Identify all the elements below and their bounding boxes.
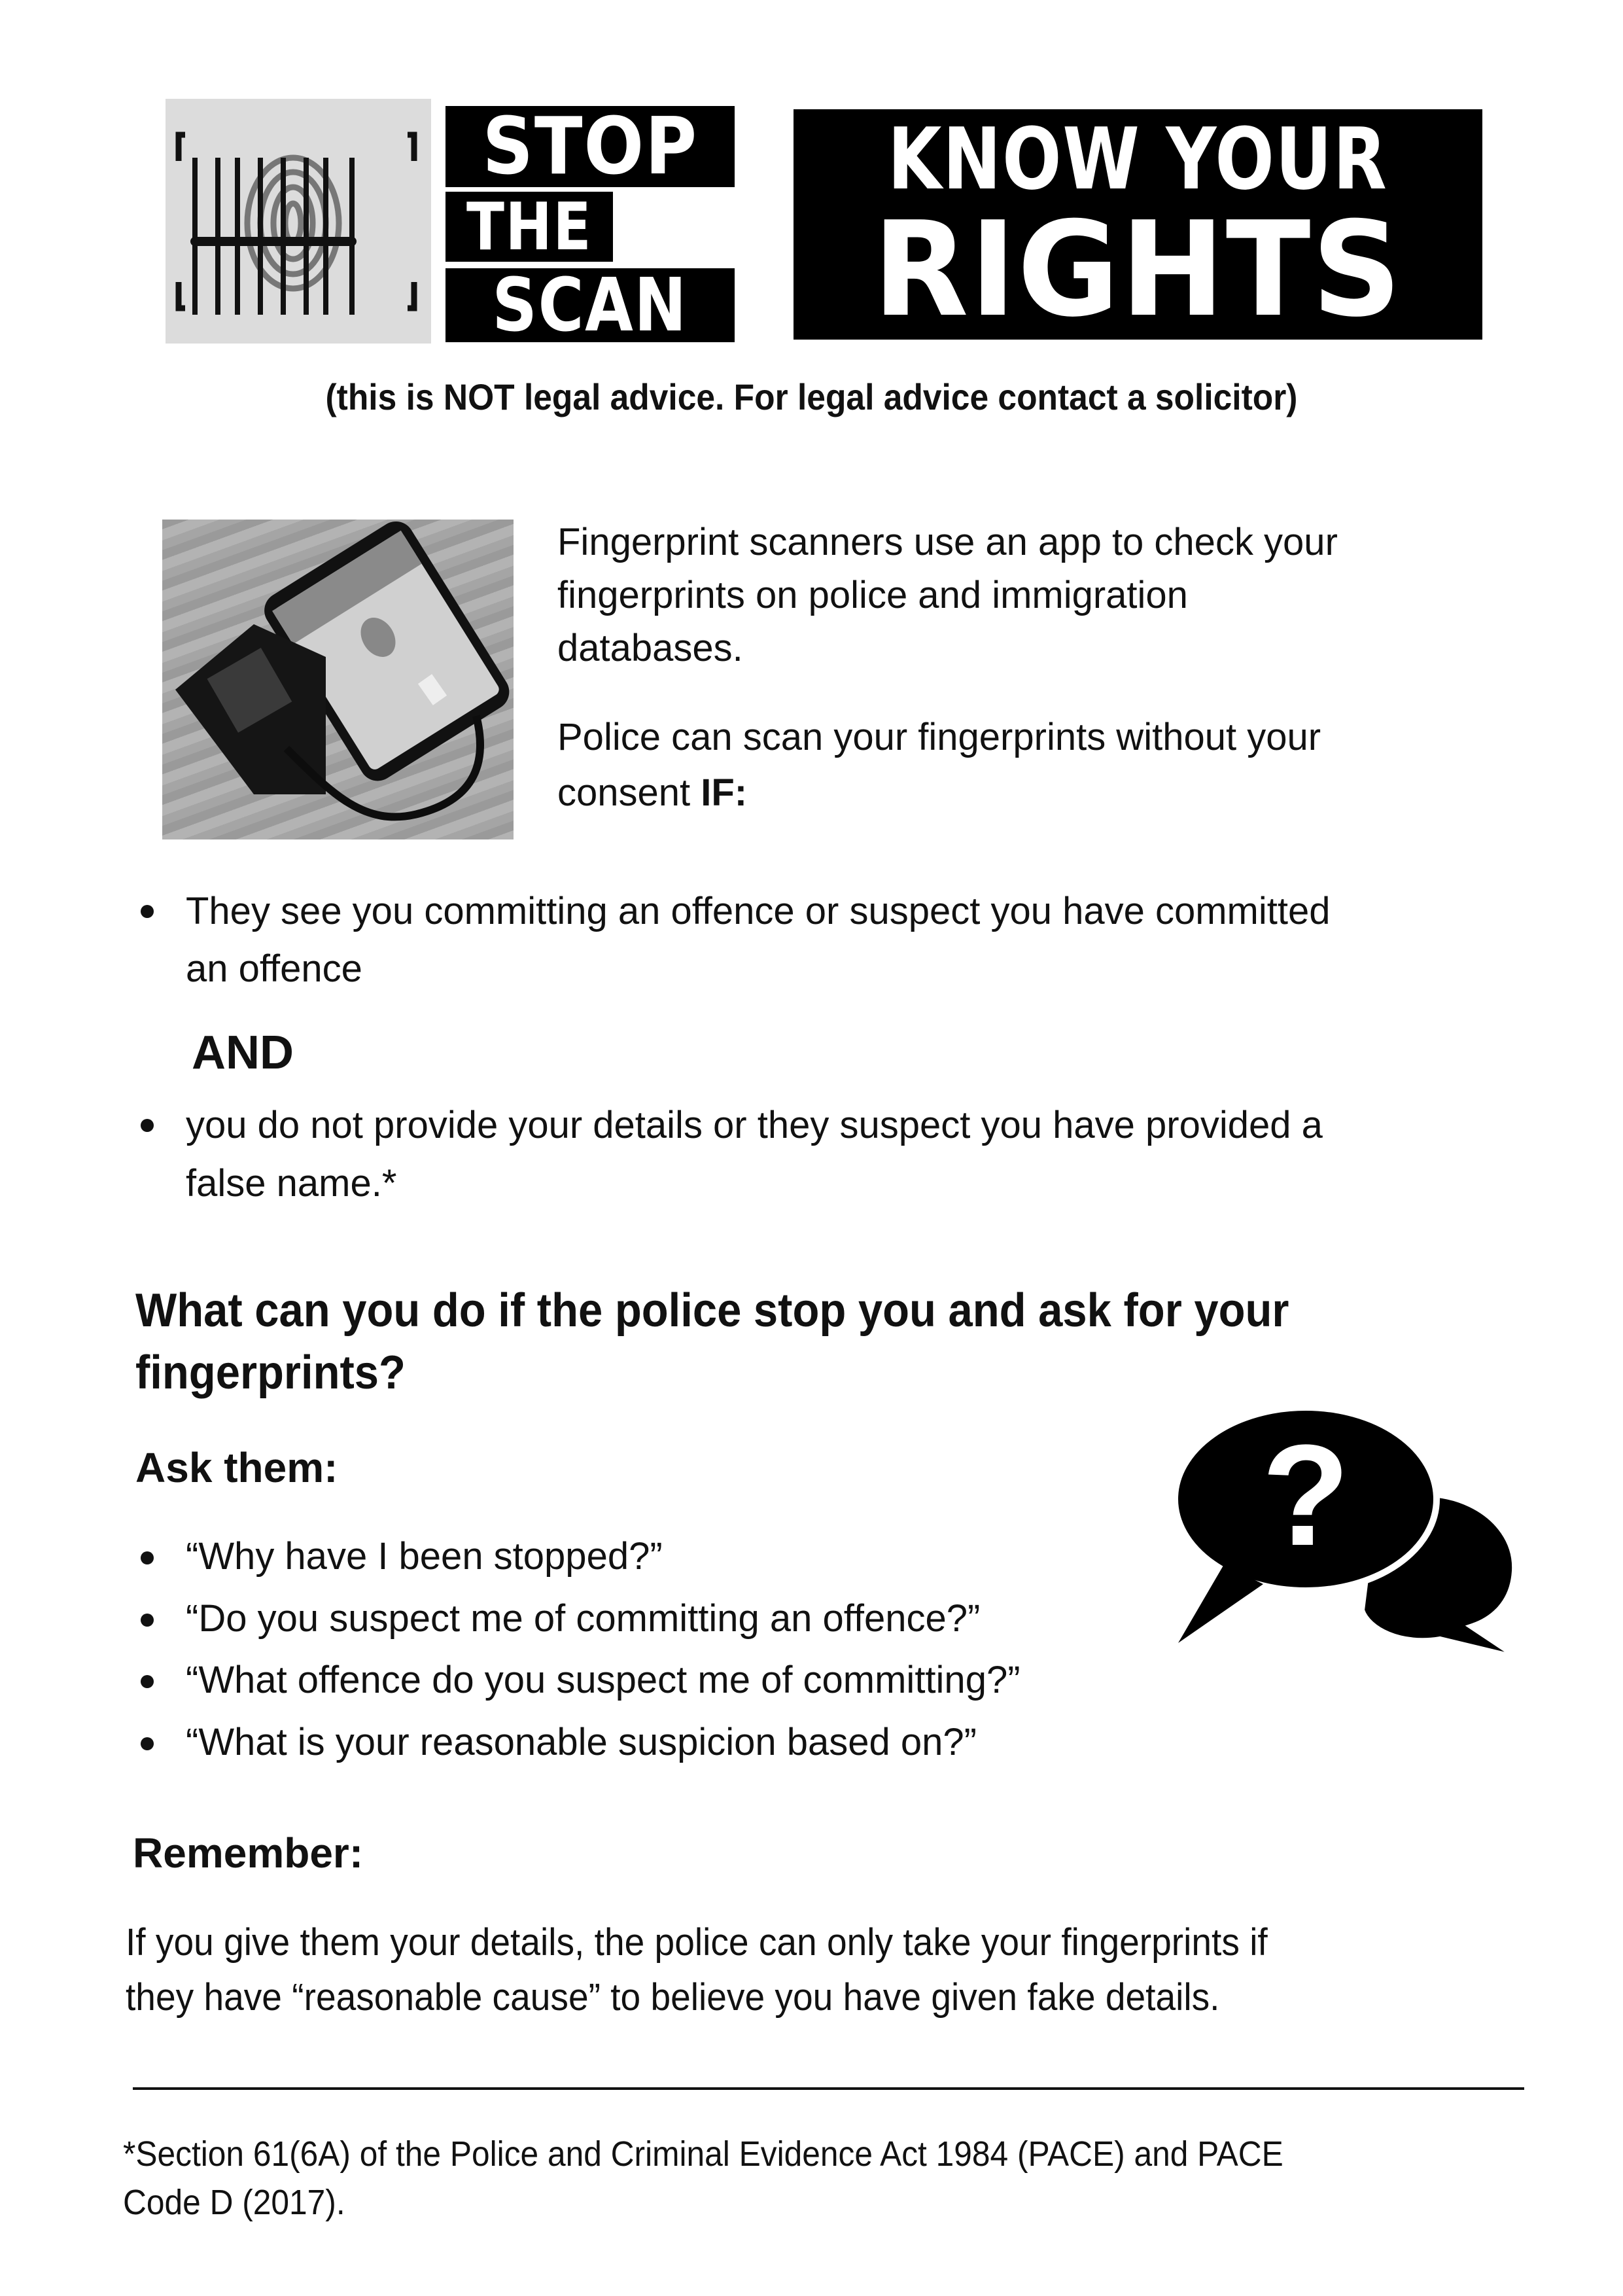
fingerprint-barcode-icon	[166, 99, 431, 344]
speech-bubbles-question-icon	[1165, 1394, 1527, 1667]
question-item: “Do you suspect me of committing an offence?”	[186, 1597, 981, 1640]
condition-1-line: They see you committing an offence or suspect you have committed	[186, 890, 1331, 932]
bullet-icon	[141, 1737, 154, 1750]
and-label: AND	[192, 1027, 294, 1079]
remember-label: Remember:	[133, 1829, 364, 1877]
logo-the: THE	[445, 192, 613, 262]
intro-p1-line: Fingerprint scanners use an app to check your	[557, 521, 1338, 563]
question-item: “What offence do you suspect me of committing?”	[186, 1659, 1021, 1701]
question-item: “What is your reasonable suspicion based on?”	[186, 1721, 977, 1763]
intro-p2-line: Police can scan your fingerprints without your	[557, 716, 1321, 758]
if-emphasis: IF:	[701, 771, 748, 814]
intro-p1-line: fingerprints on police and immigration	[557, 574, 1188, 616]
fingerprint-scanner-photo	[162, 520, 514, 839]
condition-2-line: false name.*	[186, 1162, 397, 1205]
intro-p1-line: databases.	[557, 627, 743, 669]
logo-stop: STOP	[445, 106, 735, 187]
condition-2-line: you do not provide your details or they suspect you have provided a	[186, 1104, 1323, 1146]
ask-them-label: Ask them:	[135, 1444, 338, 1491]
remember-line: If you give them your details, the police can only take your fingerprints if	[126, 1921, 1268, 1964]
logo-scan: SCAN	[445, 268, 735, 342]
bullet-icon	[141, 1551, 154, 1564]
question-heading: What can you do if the police stop you and ask for your	[135, 1284, 1289, 1337]
condition-1-line: an offence	[186, 947, 362, 990]
intro-p2-line: consent IF:	[557, 771, 748, 814]
bullet-icon	[141, 1119, 154, 1132]
bullet-icon	[141, 1614, 154, 1627]
question-item: “Why have I been stopped?”	[186, 1535, 663, 1578]
question-heading: fingerprints?	[135, 1347, 406, 1399]
footnote-line: *Section 61(6A) of the Police and Criminal Evidence Act 1984 (PACE) and PACE	[123, 2134, 1283, 2174]
logo-know-your-rights: KNOW YOUR RIGHTS	[794, 109, 1482, 340]
bullet-icon	[141, 1675, 154, 1688]
svg-text:?: ?	[1261, 1415, 1350, 1576]
remember-line: they have “reasonable cause” to believe you have given fake details.	[126, 1976, 1220, 2019]
disclaimer: (this is NOT legal advice. For legal advice contact a solicitor)	[325, 376, 1298, 417]
footnote-line: Code D (2017).	[123, 2183, 345, 2222]
footnote-divider	[133, 2087, 1524, 2090]
bullet-icon	[141, 905, 154, 918]
